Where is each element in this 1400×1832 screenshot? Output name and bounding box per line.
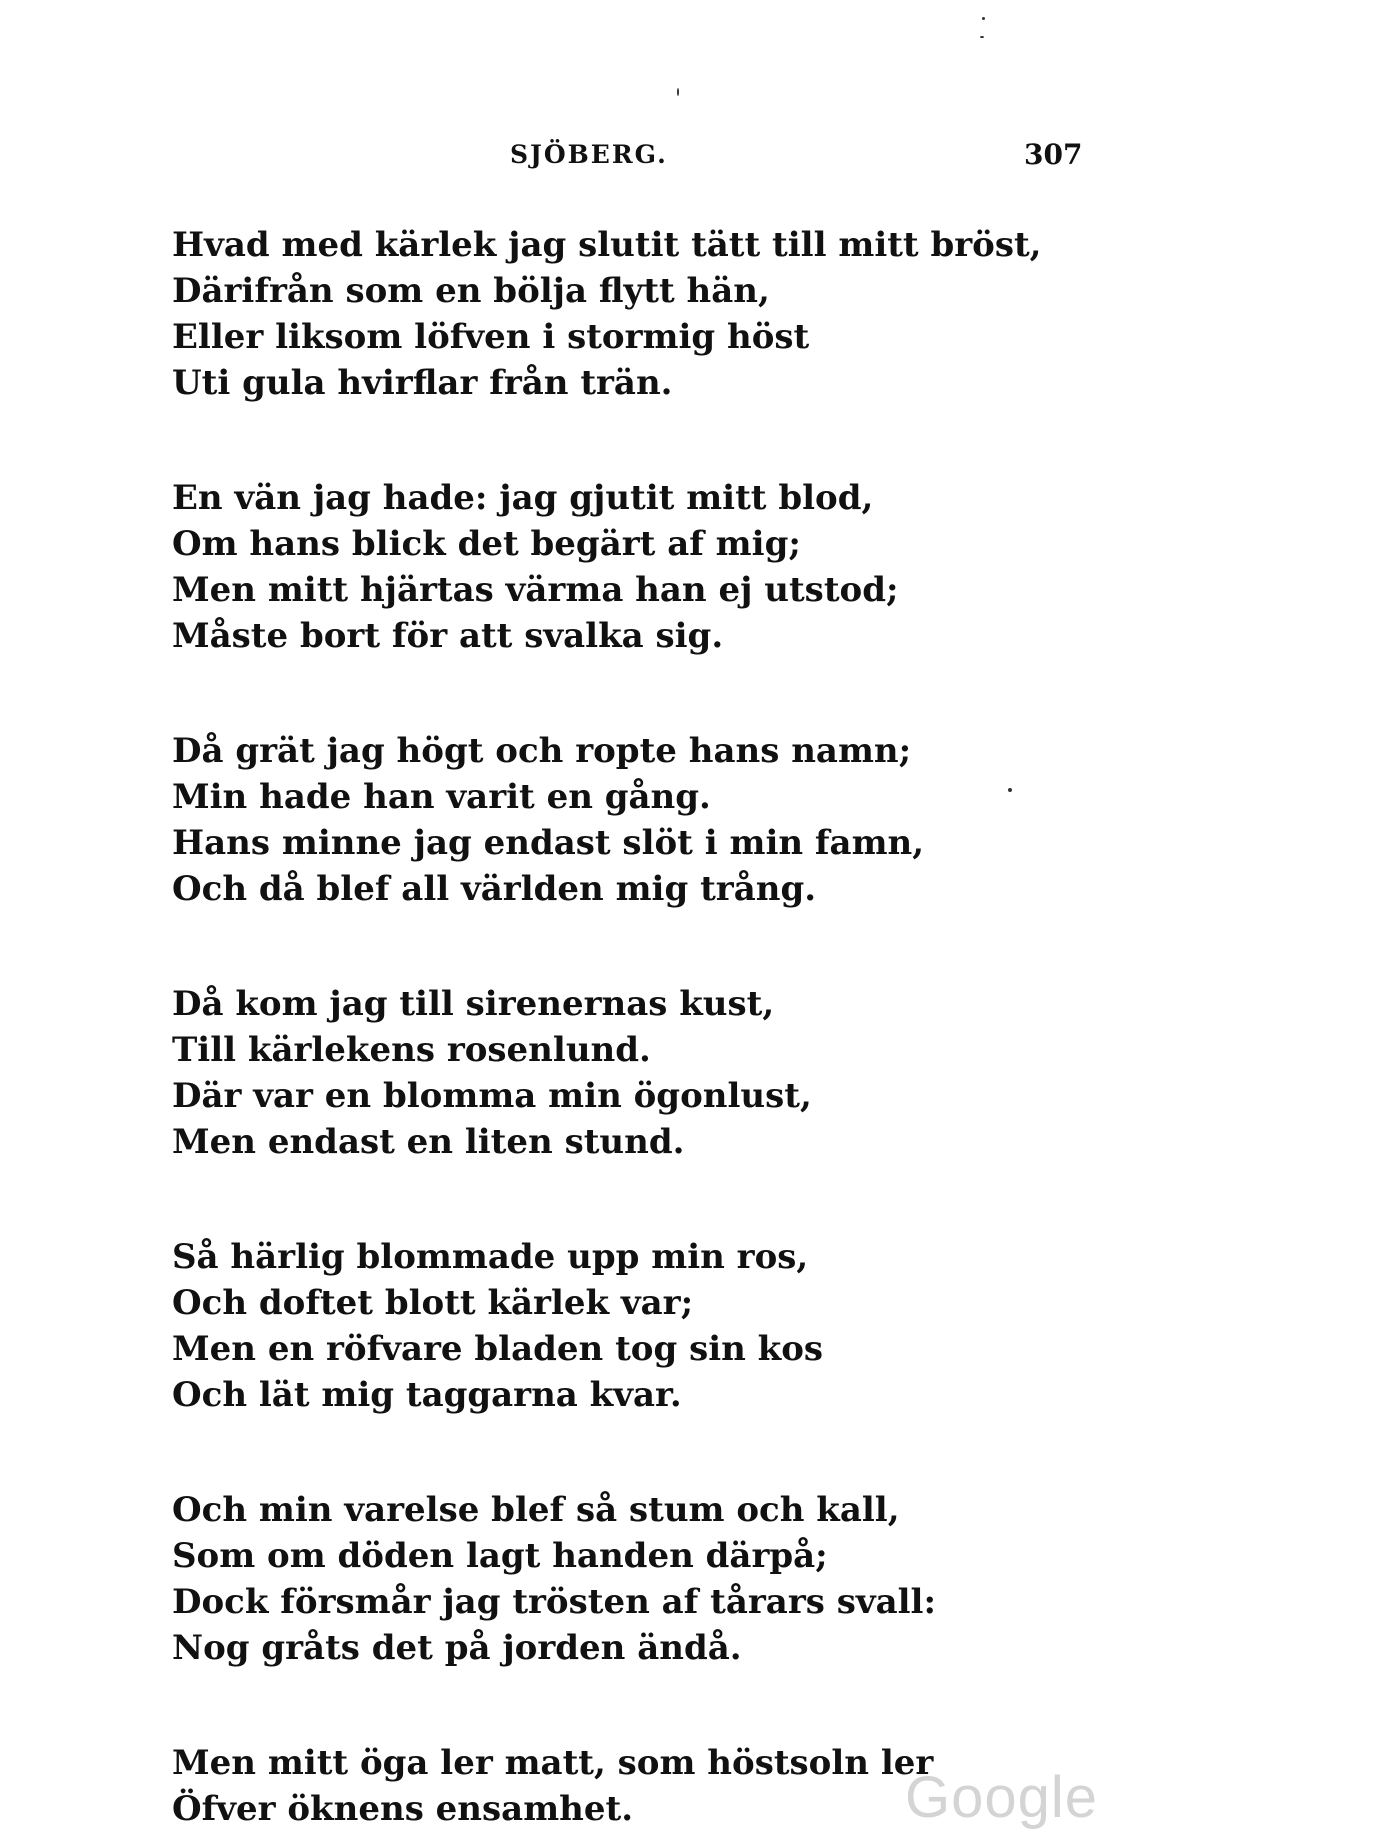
page-number: 307: [1024, 138, 1083, 171]
poem-line: Men en röfvare bladen tog sin kos: [172, 1329, 824, 1369]
poem-line: Men mitt öga ler matt, som höstsoln ler: [172, 1743, 934, 1783]
poem-line: Och doftet blott kärlek var;: [172, 1283, 694, 1323]
stanza-2: [172, 475, 1172, 659]
running-title: SJÖBERG.: [510, 140, 668, 169]
poem-line: Där var en blomma min ögonlust,: [172, 1076, 812, 1116]
poem-line: Men mitt hjärtas värma han ej utstod;: [172, 570, 899, 610]
poem-line: Som om döden lagt handen därpå;: [172, 1536, 828, 1576]
poem-line: Nog gråts det på jorden ändå.: [172, 1628, 742, 1668]
poem-line: Då kom jag till sirenernas kust,: [172, 984, 775, 1024]
poem-line: Hvad med kärlek jag slutit tätt till mitt bröst,: [172, 225, 1042, 265]
poem-line: Eller liksom löfven i stormig höst: [172, 317, 810, 357]
poem-line: Hans minne jag endast slöt i min famn,: [172, 823, 925, 863]
poem-line: Till kärlekens rosenlund.: [172, 1030, 651, 1070]
poem-line: Min hade han varit en gång.: [172, 777, 711, 817]
poem-line: Och lät mig taggarna kvar.: [172, 1375, 682, 1415]
stanza-4: [172, 981, 1172, 1165]
stanza-6: [172, 1487, 1172, 1671]
google-watermark: Google: [905, 1765, 1099, 1830]
stanza-5: [172, 1234, 1172, 1418]
poem-line: Då grät jag högt och ropte hans namn;: [172, 731, 912, 771]
poem-line: Om hans blick det begärt af mig;: [172, 524, 801, 564]
poem-line: Och då blef all världen mig trång.: [172, 869, 817, 909]
poem-line: Så härlig blommade upp min ros,: [172, 1237, 809, 1277]
poem-line: Måste bort för att svalka sig.: [172, 616, 724, 656]
poem: [172, 222, 1172, 1832]
scan-speck: [982, 17, 985, 20]
poem-line: Dock försmår jag trösten af tårars svall:: [172, 1582, 937, 1622]
stanza-1: [172, 222, 1172, 406]
poem-line: Uti gula hvirflar från trän.: [172, 363, 673, 403]
stanza-3: [172, 728, 1172, 912]
poem-line: Men endast en liten stund.: [172, 1122, 685, 1162]
poem-line: Och min varelse blef så stum och kall,: [172, 1490, 900, 1530]
poem-line: Därifrån som en bölja flytt hän,: [172, 271, 770, 311]
poem-line: Öfver öknens ensamhet.: [172, 1789, 634, 1829]
scan-speck: [980, 36, 984, 38]
scan-speck: [677, 88, 679, 96]
scan-speck: [1008, 788, 1012, 792]
poem-line: En vän jag hade: jag gjutit mitt blod,: [172, 478, 874, 518]
